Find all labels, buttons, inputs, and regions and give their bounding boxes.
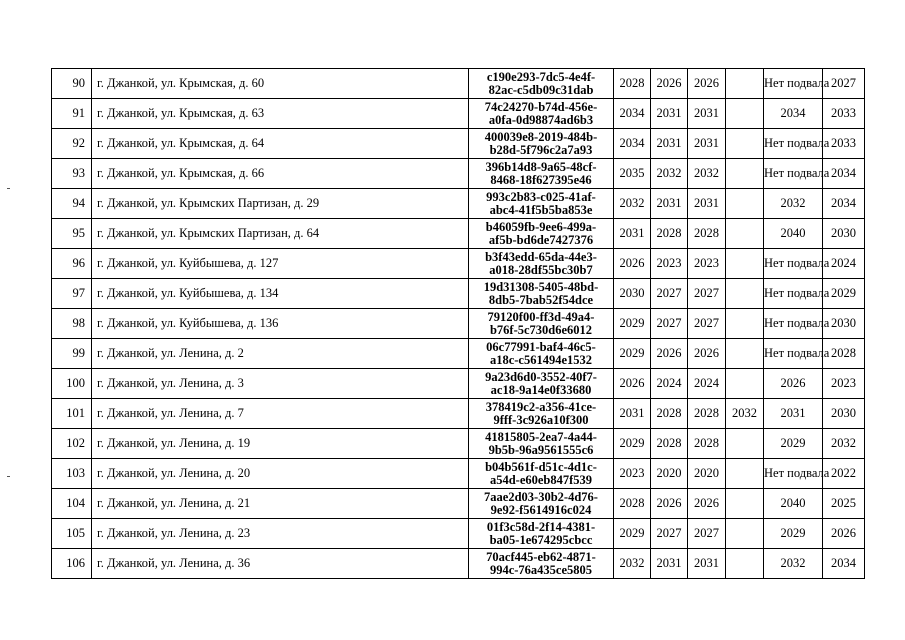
year-cell-3: 2026 [688, 339, 726, 369]
year-cell-3: 2027 [688, 309, 726, 339]
guid-part-2: b76f-5c730d6e6012 [489, 322, 593, 337]
row-number-cell: 97 [52, 279, 92, 309]
year-cell-6: 2023 [823, 369, 865, 399]
row-number-cell: 93 [52, 159, 92, 189]
basement-year-cell: Нет подвала [764, 69, 823, 99]
guid-part-1: 74c24270-b74d-456e- [484, 99, 598, 114]
year-cell-1: 2029 [614, 519, 651, 549]
year-cell-1: 2031 [614, 219, 651, 249]
row-number-cell: 91 [52, 99, 92, 129]
guid-part-2: ac18-9a14e0f33680 [490, 382, 592, 397]
row-number-cell: 90 [52, 69, 92, 99]
year-cell-4 [726, 159, 764, 189]
year-cell-1: 2030 [614, 279, 651, 309]
year-cell-6: 2026 [823, 519, 865, 549]
year-cell-4 [726, 99, 764, 129]
address-cell: г. Джанкой, ул. Ленина, д. 20 [92, 459, 469, 489]
guid-part-1: 41815805-2ea7-4a44- [485, 429, 597, 444]
year-cell-2: 2031 [651, 189, 688, 219]
basement-year-cell: 2031 [764, 399, 823, 429]
guid-cell [469, 399, 614, 429]
table-row [52, 489, 865, 519]
guid-part-1: 70acf445-eb62-4871- [486, 549, 596, 564]
guid-part-1: 400039e8-2019-484b- [484, 129, 598, 144]
guid-part-2: 8db5-7bab52f54dce [488, 292, 594, 307]
housing-registry-table [51, 68, 865, 579]
address-cell: г. Джанкой, ул. Ленина, д. 7 [92, 399, 469, 429]
year-cell-4 [726, 429, 764, 459]
address-cell: г. Джанкой, ул. Куйбышева, д. 136 [92, 309, 469, 339]
year-cell-4 [726, 519, 764, 549]
row-number-cell: 98 [52, 309, 92, 339]
row-number-cell: 104 [52, 489, 92, 519]
table-row [52, 159, 865, 189]
address-cell: г. Джанкой, ул. Ленина, д. 21 [92, 489, 469, 519]
guid-part-1: 9a23d6d0-3552-40f7- [485, 369, 597, 384]
basement-year-cell: Нет подвала [764, 309, 823, 339]
guid-cell [469, 189, 614, 219]
guid-part-1: 06c77991-baf4-46c5- [486, 339, 596, 354]
margin-mark [7, 188, 10, 189]
address-cell: г. Джанкой, ул. Крымская, д. 63 [92, 99, 469, 129]
basement-year-cell: 2032 [764, 549, 823, 579]
year-cell-2: 2031 [651, 549, 688, 579]
guid-cell [469, 549, 614, 579]
guid-part-2: 8468-18f627395e46 [490, 172, 592, 187]
address-cell: г. Джанкой, ул. Ленина, д. 3 [92, 369, 469, 399]
address-cell: г. Джанкой, ул. Куйбышева, д. 134 [92, 279, 469, 309]
row-number-cell: 99 [52, 339, 92, 369]
guid-cell [469, 339, 614, 369]
table-body [52, 69, 865, 579]
basement-year-cell: 2040 [764, 219, 823, 249]
guid-part-1: 7aae2d03-30b2-4d76- [484, 489, 598, 504]
row-number-cell: 105 [52, 519, 92, 549]
guid-cell [469, 249, 614, 279]
address-cell: г. Джанкой, ул. Крымских Партизан, д. 64 [92, 219, 469, 249]
basement-year-cell: Нет подвала [764, 249, 823, 279]
year-cell-3: 2028 [688, 219, 726, 249]
basement-year-cell: Нет подвала [764, 129, 823, 159]
year-cell-1: 2032 [614, 549, 651, 579]
guid-part-2: a0fa-0d98874ad6b3 [488, 112, 594, 127]
row-number-cell: 101 [52, 399, 92, 429]
row-number-cell: 100 [52, 369, 92, 399]
year-cell-2: 2027 [651, 309, 688, 339]
address-cell: г. Джанкой, ул. Ленина, д. 2 [92, 339, 469, 369]
table-row [52, 399, 865, 429]
year-cell-4 [726, 189, 764, 219]
year-cell-2: 2024 [651, 369, 688, 399]
guid-part-2: af5b-bd6de7427376 [488, 232, 594, 247]
year-cell-6: 2034 [823, 549, 865, 579]
row-number-cell: 95 [52, 219, 92, 249]
year-cell-6: 2033 [823, 99, 865, 129]
year-cell-1: 2035 [614, 159, 651, 189]
guid-cell [469, 519, 614, 549]
table-row [52, 459, 865, 489]
year-cell-3: 2027 [688, 519, 726, 549]
year-cell-6: 2024 [823, 249, 865, 279]
basement-year-cell: 2032 [764, 189, 823, 219]
year-cell-4 [726, 489, 764, 519]
year-cell-1: 2029 [614, 429, 651, 459]
year-cell-3: 2028 [688, 399, 726, 429]
year-cell-6: 2028 [823, 339, 865, 369]
year-cell-1: 2028 [614, 69, 651, 99]
year-cell-6: 2029 [823, 279, 865, 309]
basement-year-cell: 2029 [764, 519, 823, 549]
address-cell: г. Джанкой, ул. Куйбышева, д. 127 [92, 249, 469, 279]
guid-cell [469, 99, 614, 129]
table-row [52, 519, 865, 549]
guid-part-2: abc4-41f5b5ba853e [489, 202, 593, 217]
year-cell-2: 2028 [651, 429, 688, 459]
year-cell-3: 2027 [688, 279, 726, 309]
year-cell-1: 2029 [614, 309, 651, 339]
year-cell-4 [726, 129, 764, 159]
year-cell-3: 2024 [688, 369, 726, 399]
basement-year-cell: 2034 [764, 99, 823, 129]
year-cell-2: 2031 [651, 99, 688, 129]
year-cell-6: 2030 [823, 399, 865, 429]
year-cell-6: 2030 [823, 309, 865, 339]
year-cell-3: 2031 [688, 189, 726, 219]
year-cell-2: 2023 [651, 249, 688, 279]
table-row [52, 189, 865, 219]
basement-year-cell: 2029 [764, 429, 823, 459]
guid-part-2: a018-28df55bc30b7 [489, 262, 593, 277]
year-cell-6: 2025 [823, 489, 865, 519]
year-cell-1: 2023 [614, 459, 651, 489]
guid-part-2: a18c-c561494e1532 [489, 352, 593, 367]
guid-part-1: c190e293-7dc5-4e4f- [486, 69, 596, 84]
guid-part-2: 9fff-3c926a10f300 [493, 412, 589, 427]
guid-cell [469, 309, 614, 339]
guid-part-2: 9b5b-96a9561555c6 [488, 442, 594, 457]
guid-part-1: 19d31308-5405-48bd- [483, 279, 599, 294]
row-number-cell: 94 [52, 189, 92, 219]
guid-part-1: 396b14d8-9a65-48cf- [485, 159, 597, 174]
table-row [52, 369, 865, 399]
year-cell-2: 2031 [651, 129, 688, 159]
row-number-cell: 102 [52, 429, 92, 459]
address-cell: г. Джанкой, ул. Крымская, д. 64 [92, 129, 469, 159]
guid-cell [469, 219, 614, 249]
year-cell-3: 2032 [688, 159, 726, 189]
table-row [52, 129, 865, 159]
guid-part-2: ba05-1e674295cbcc [489, 532, 593, 547]
year-cell-6: 2033 [823, 129, 865, 159]
basement-year-cell: Нет подвала [764, 459, 823, 489]
guid-cell [469, 279, 614, 309]
guid-part-1: b3f43edd-65da-44e3- [485, 249, 597, 264]
guid-part-2: a54d-e60eb847f539 [489, 472, 593, 487]
year-cell-2: 2026 [651, 69, 688, 99]
year-cell-3: 2020 [688, 459, 726, 489]
guid-part-1: 79120f00-ff3d-49a4- [487, 309, 595, 324]
basement-year-cell: 2026 [764, 369, 823, 399]
table-row [52, 249, 865, 279]
guid-part-1: 993c2b83-c025-41af- [486, 189, 596, 204]
row-number-cell: 96 [52, 249, 92, 279]
row-number-cell: 106 [52, 549, 92, 579]
year-cell-4 [726, 339, 764, 369]
margin-mark [7, 476, 10, 477]
year-cell-3: 2031 [688, 549, 726, 579]
guid-cell [469, 159, 614, 189]
year-cell-1: 2034 [614, 129, 651, 159]
year-cell-4 [726, 249, 764, 279]
year-cell-1: 2032 [614, 189, 651, 219]
year-cell-6: 2022 [823, 459, 865, 489]
year-cell-3: 2031 [688, 129, 726, 159]
guid-part-1: 01f3c58d-2f14-4381- [486, 519, 596, 534]
year-cell-3: 2031 [688, 99, 726, 129]
guid-cell [469, 429, 614, 459]
table-row [52, 549, 865, 579]
year-cell-1: 2031 [614, 399, 651, 429]
year-cell-2: 2027 [651, 519, 688, 549]
year-cell-6: 2034 [823, 189, 865, 219]
guid-part-2: 994c-76a435ce5805 [489, 562, 593, 577]
address-cell: г. Джанкой, ул. Крымская, д. 66 [92, 159, 469, 189]
year-cell-3: 2026 [688, 489, 726, 519]
year-cell-1: 2029 [614, 339, 651, 369]
basement-year-cell: Нет подвала [764, 279, 823, 309]
year-cell-6: 2032 [823, 429, 865, 459]
table-row [52, 219, 865, 249]
table-row [52, 339, 865, 369]
guid-cell [469, 489, 614, 519]
guid-part-1: b04b561f-d51c-4d1c- [485, 459, 597, 474]
basement-year-cell: Нет подвала [764, 339, 823, 369]
guid-part-2: 9e92-f5614916c024 [490, 502, 592, 517]
year-cell-6: 2027 [823, 69, 865, 99]
year-cell-4 [726, 459, 764, 489]
guid-cell [469, 129, 614, 159]
row-number-cell: 103 [52, 459, 92, 489]
year-cell-4 [726, 549, 764, 579]
guid-part-1: b46059fb-9ee6-499a- [485, 219, 597, 234]
year-cell-3: 2028 [688, 429, 726, 459]
table-row [52, 309, 865, 339]
year-cell-4 [726, 309, 764, 339]
year-cell-2: 2020 [651, 459, 688, 489]
year-cell-4 [726, 219, 764, 249]
guid-cell [469, 459, 614, 489]
year-cell-4 [726, 279, 764, 309]
address-cell: г. Джанкой, ул. Крымских Партизан, д. 29 [92, 189, 469, 219]
year-cell-1: 2034 [614, 99, 651, 129]
table-row [52, 69, 865, 99]
year-cell-1: 2028 [614, 489, 651, 519]
year-cell-6: 2030 [823, 219, 865, 249]
basement-year-cell: Нет подвала [764, 159, 823, 189]
table-row [52, 99, 865, 129]
guid-part-2: 82ac-c5db09c31dab [488, 82, 594, 97]
basement-year-cell: 2040 [764, 489, 823, 519]
year-cell-2: 2027 [651, 279, 688, 309]
address-cell: г. Джанкой, ул. Ленина, д. 23 [92, 519, 469, 549]
address-cell: г. Джанкой, ул. Крымская, д. 60 [92, 69, 469, 99]
address-cell: г. Джанкой, ул. Ленина, д. 19 [92, 429, 469, 459]
guid-part-2: b28d-5f796c2a7a93 [489, 142, 593, 157]
year-cell-3: 2023 [688, 249, 726, 279]
guid-cell [469, 69, 614, 99]
table-row [52, 429, 865, 459]
guid-part-1: 378419c2-a356-41ce- [485, 399, 597, 414]
year-cell-6: 2034 [823, 159, 865, 189]
year-cell-4 [726, 369, 764, 399]
year-cell-2: 2028 [651, 399, 688, 429]
address-cell: г. Джанкой, ул. Ленина, д. 36 [92, 549, 469, 579]
guid-cell [469, 369, 614, 399]
year-cell-2: 2028 [651, 219, 688, 249]
row-number-cell: 92 [52, 129, 92, 159]
year-cell-4 [726, 69, 764, 99]
table-row [52, 279, 865, 309]
year-cell-2: 2026 [651, 339, 688, 369]
year-cell-1: 2026 [614, 369, 651, 399]
year-cell-3: 2026 [688, 69, 726, 99]
year-cell-1: 2026 [614, 249, 651, 279]
year-cell-4: 2032 [726, 399, 764, 429]
year-cell-2: 2032 [651, 159, 688, 189]
year-cell-2: 2026 [651, 489, 688, 519]
